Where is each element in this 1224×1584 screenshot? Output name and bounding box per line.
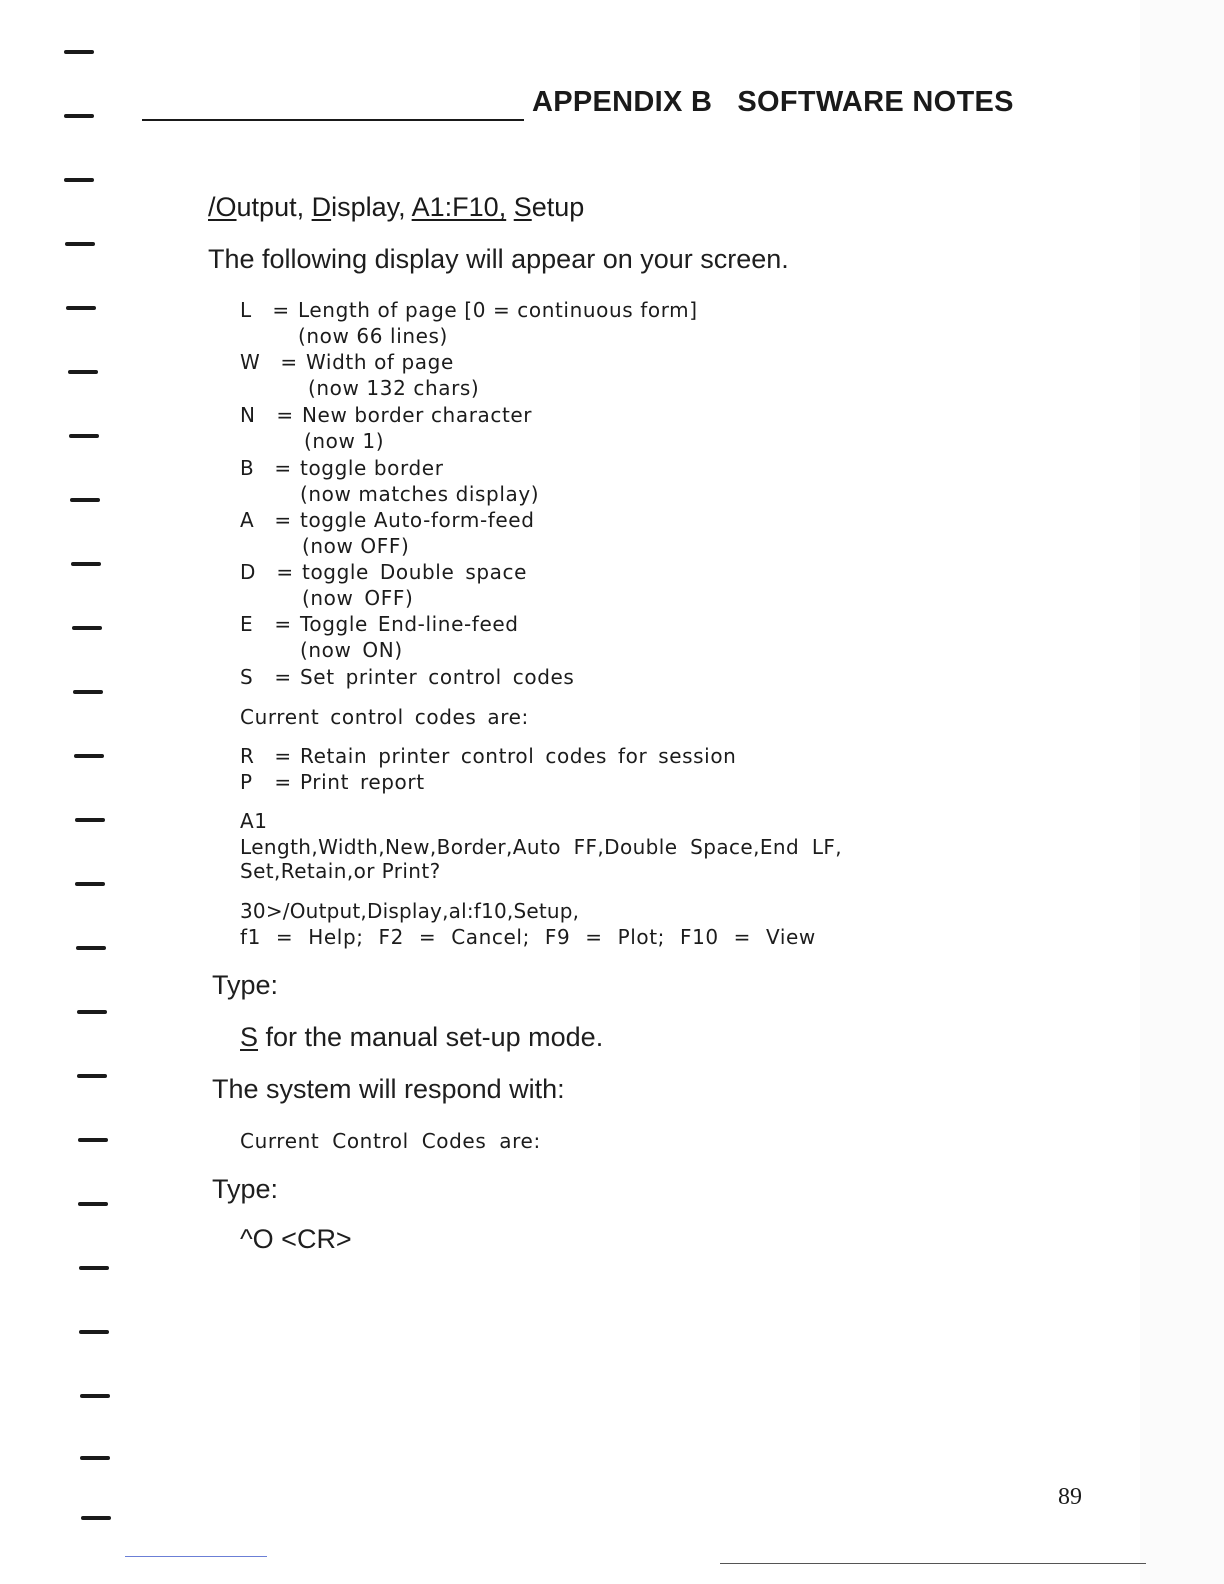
equals-sign: =: [274, 612, 292, 636]
menu-note-double-space: (now OFF): [302, 586, 414, 610]
menu-item-width: [240, 350, 454, 374]
tick-mark: [79, 1330, 109, 1334]
equals-sign: =: [274, 665, 292, 689]
tick-mark: [68, 370, 98, 374]
type-instruction-1: Type:: [212, 970, 279, 1000]
tick-mark: [81, 1516, 111, 1520]
command-setup-hotkey: S: [513, 192, 532, 222]
menu-label: toggle border: [300, 456, 444, 480]
menu-label: Retain printer control codes for session: [300, 744, 737, 768]
menu-item-print: [240, 770, 425, 794]
tick-mark: [74, 754, 104, 758]
menu-label: toggle Auto-form-feed: [300, 508, 535, 532]
step-1-key: S: [240, 1022, 259, 1052]
command-output-text: utput,: [236, 192, 312, 222]
command-range: A1:F10,: [411, 192, 507, 222]
menu-note-new-border: (now 1): [304, 429, 385, 453]
command-space: [506, 192, 514, 222]
command-output-hotkey: O: [215, 192, 237, 222]
tick-mark: [71, 562, 101, 566]
tick-mark: [69, 434, 99, 438]
menu-key: P: [240, 770, 253, 794]
tick-mark: [70, 498, 100, 502]
prompt-line-2: Set,Retain,or Print?: [240, 859, 441, 883]
tick-mark: [78, 1202, 108, 1206]
menu-item-length: [240, 298, 698, 322]
menu-item-auto-form-feed: [240, 508, 535, 532]
tick-mark: [77, 1010, 107, 1014]
tick-mark: [64, 114, 94, 118]
tick-mark: [72, 626, 102, 630]
menu-key: L: [240, 298, 252, 322]
menu-key: B: [240, 456, 255, 480]
command-setup-text: etup: [531, 192, 585, 222]
menu-label: Print report: [300, 770, 425, 794]
menu-note-width: (now 132 chars): [308, 376, 480, 400]
menu-item-set-codes: [240, 665, 574, 689]
page-number: 89: [1058, 1484, 1082, 1510]
equals-sign: =: [274, 770, 292, 794]
equals-sign: =: [276, 403, 294, 427]
tick-mark: [73, 690, 103, 694]
tick-mark: [64, 178, 94, 182]
menu-key: W: [240, 350, 261, 374]
prompt-line-1: Length,Width,New,Border,Auto FF,Double Space,End LF,: [240, 835, 843, 859]
bottom-rule-right: [720, 1563, 1146, 1564]
menu-note-length: (now 66 lines): [298, 324, 448, 348]
menu-key: D: [240, 560, 257, 584]
page-header-title: APPENDIX B SOFTWARE NOTES: [532, 86, 1014, 118]
tick-mark: [75, 882, 105, 886]
menu-label: toggle Double space: [302, 560, 527, 584]
tick-mark: [80, 1394, 110, 1398]
menu-item-end-line-feed: [240, 612, 519, 636]
menu-key: E: [240, 612, 254, 636]
tick-mark: [65, 242, 95, 246]
menu-item-border: [240, 456, 444, 480]
step-2: ^O <CR>: [240, 1224, 352, 1254]
menu-label: Set printer control codes: [300, 665, 575, 689]
menu-note-auto-form-feed: (now OFF): [302, 534, 410, 558]
tick-mark: [64, 50, 94, 54]
prompt-cell: A1: [240, 809, 268, 833]
menu-key: A: [240, 508, 255, 532]
tick-mark: [78, 1138, 108, 1142]
status-line-2: f1 = Help; F2 = Cancel; F9 = Plot; F10 = View: [240, 925, 816, 949]
binding-tick-marks: [60, 46, 110, 1526]
response-text: Current Control Codes are:: [240, 1129, 541, 1153]
tick-mark: [66, 306, 96, 310]
equals-sign: =: [274, 744, 292, 768]
menu-label: Length of page [0 = continuous form]: [298, 298, 698, 322]
step-1-text: for the manual set-up mode.: [258, 1022, 604, 1052]
menu-key: S: [240, 665, 254, 689]
menu-key: R: [240, 744, 255, 768]
menu-note-end-line-feed: (now ON): [300, 638, 403, 662]
tick-mark: [76, 946, 106, 950]
tick-mark: [77, 1074, 107, 1078]
equals-sign: =: [276, 560, 294, 584]
tick-mark: [75, 818, 105, 822]
equals-sign: =: [274, 456, 292, 480]
type-instruction-2: Type:: [212, 1174, 279, 1204]
header-rule: [142, 119, 524, 121]
page-edge-shade: [1140, 0, 1224, 1584]
command-slash: /: [208, 192, 216, 222]
menu-item-retain: [240, 744, 736, 768]
respond-text: The system will respond with:: [212, 1074, 565, 1104]
equals-sign: =: [280, 350, 298, 374]
menu-label: New border character: [302, 403, 533, 427]
menu-key: N: [240, 403, 256, 427]
equals-sign: =: [274, 508, 292, 532]
equals-sign: =: [272, 298, 290, 322]
status-line-1: 30>/Output,Display,al:f10,Setup,: [240, 899, 580, 923]
intro-text: The following display will appear on your screen.: [208, 244, 789, 274]
bottom-rule-left: [125, 1556, 267, 1557]
menu-label: Width of page: [306, 350, 454, 374]
tick-mark: [80, 1456, 110, 1460]
command-display-hotkey: D: [311, 192, 332, 222]
menu-item-new-border: [240, 403, 532, 427]
menu-note-border: (now matches display): [300, 482, 540, 506]
current-codes-label: Current control codes are:: [240, 705, 529, 729]
menu-label: Toggle End-line-feed: [300, 612, 519, 636]
menu-item-double-space: [240, 560, 527, 584]
command-display-text: isplay,: [331, 192, 412, 222]
command-line: [208, 192, 584, 223]
step-1: [240, 1022, 603, 1053]
tick-mark: [79, 1266, 109, 1270]
